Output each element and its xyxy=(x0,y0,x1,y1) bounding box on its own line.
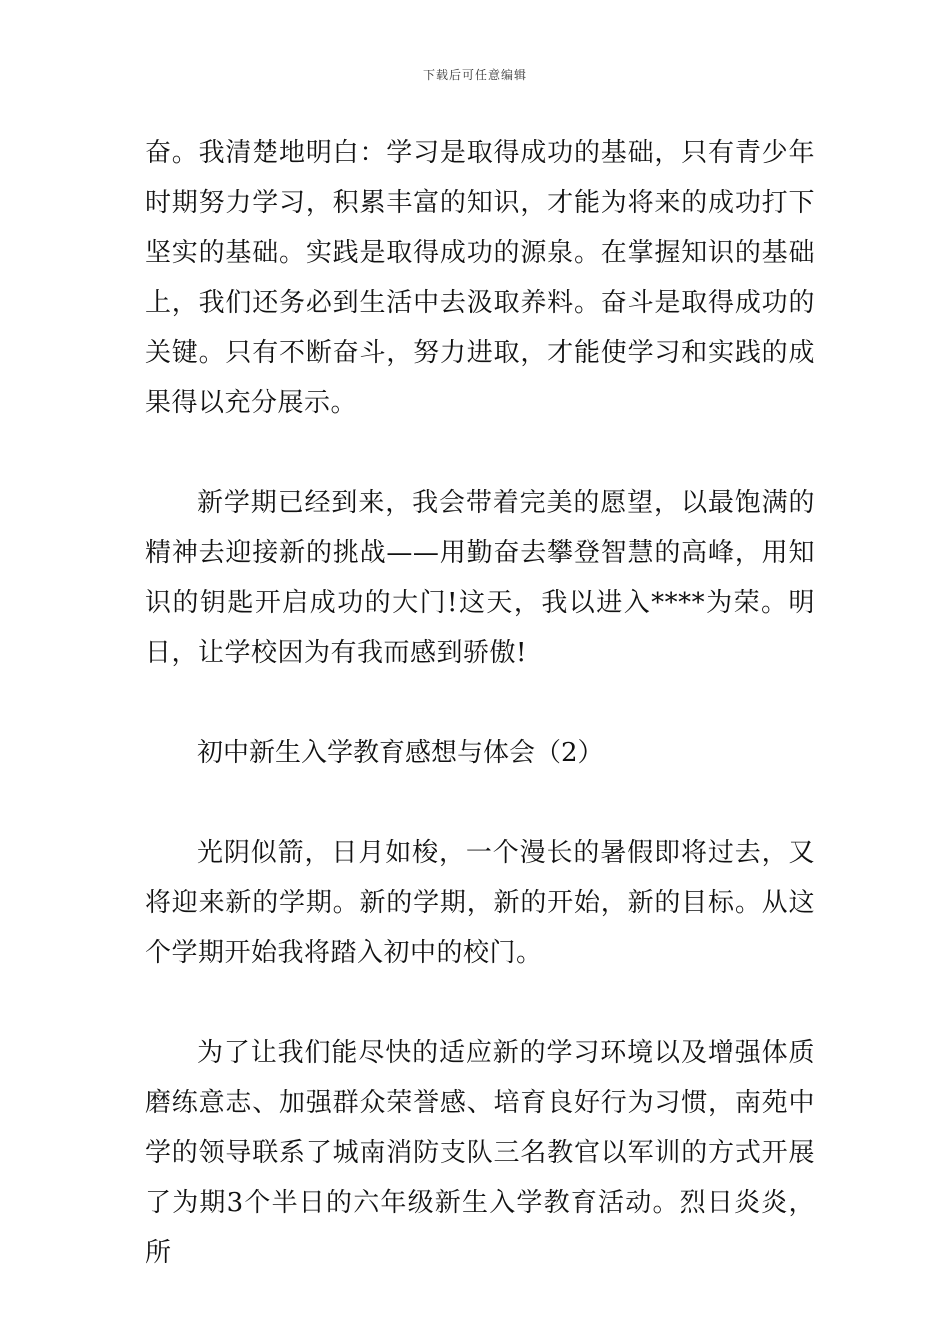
paragraph-gap xyxy=(145,778,815,828)
paragraph-gap xyxy=(145,428,815,478)
page-header: 下载后可任意编辑 xyxy=(422,68,527,82)
paragraph-gap xyxy=(145,678,815,728)
paragraph-continuation: 奋。我清楚地明白：学习是取得成功的基础，只有青少年时期努力学习，积累丰富的知识，才能为将来的成功打下坚实的基础。实践是取得成功的源泉。在掌握知识的基础上，我们还务必到生活中去汲取养料。奋斗是取得成功的关键。只有不断奋斗，努力进取，才能使学习和实践的成果得以充分展示。 xyxy=(145,138,815,418)
document-body xyxy=(145,128,815,1278)
paragraph-new-semester: 新学期已经到来，我会带着完美的愿望，以最饱满的精神去迎接新的挑战——用勤奋去攀登智慧的高峰，用知识的钥匙开启成功的大门!这天，我以进入****为荣。明日，让学校因为有我而感到骄傲! xyxy=(145,488,815,668)
section-heading: 初中新生入学教育感想与体会（2） xyxy=(197,738,604,768)
paragraph-time-flies: 光阴似箭，日月如梭，一个漫长的暑假即将过去，又将迎来新的学期。新的学期，新的开始，新的目标。从这个学期开始我将踏入初中的校门。 xyxy=(145,838,815,968)
paragraph-gap xyxy=(145,978,815,1028)
paragraph-military-training: 为了让我们能尽快的适应新的学习环境以及增强体质磨练意志、加强群众荣誉感、培育良好行为习惯，南苑中学的领导联系了城南消防支队三名教官以军训的方式开展了为期3个半日的六年级新生入学教育活动。烈日炎炎，所 xyxy=(145,1038,815,1268)
